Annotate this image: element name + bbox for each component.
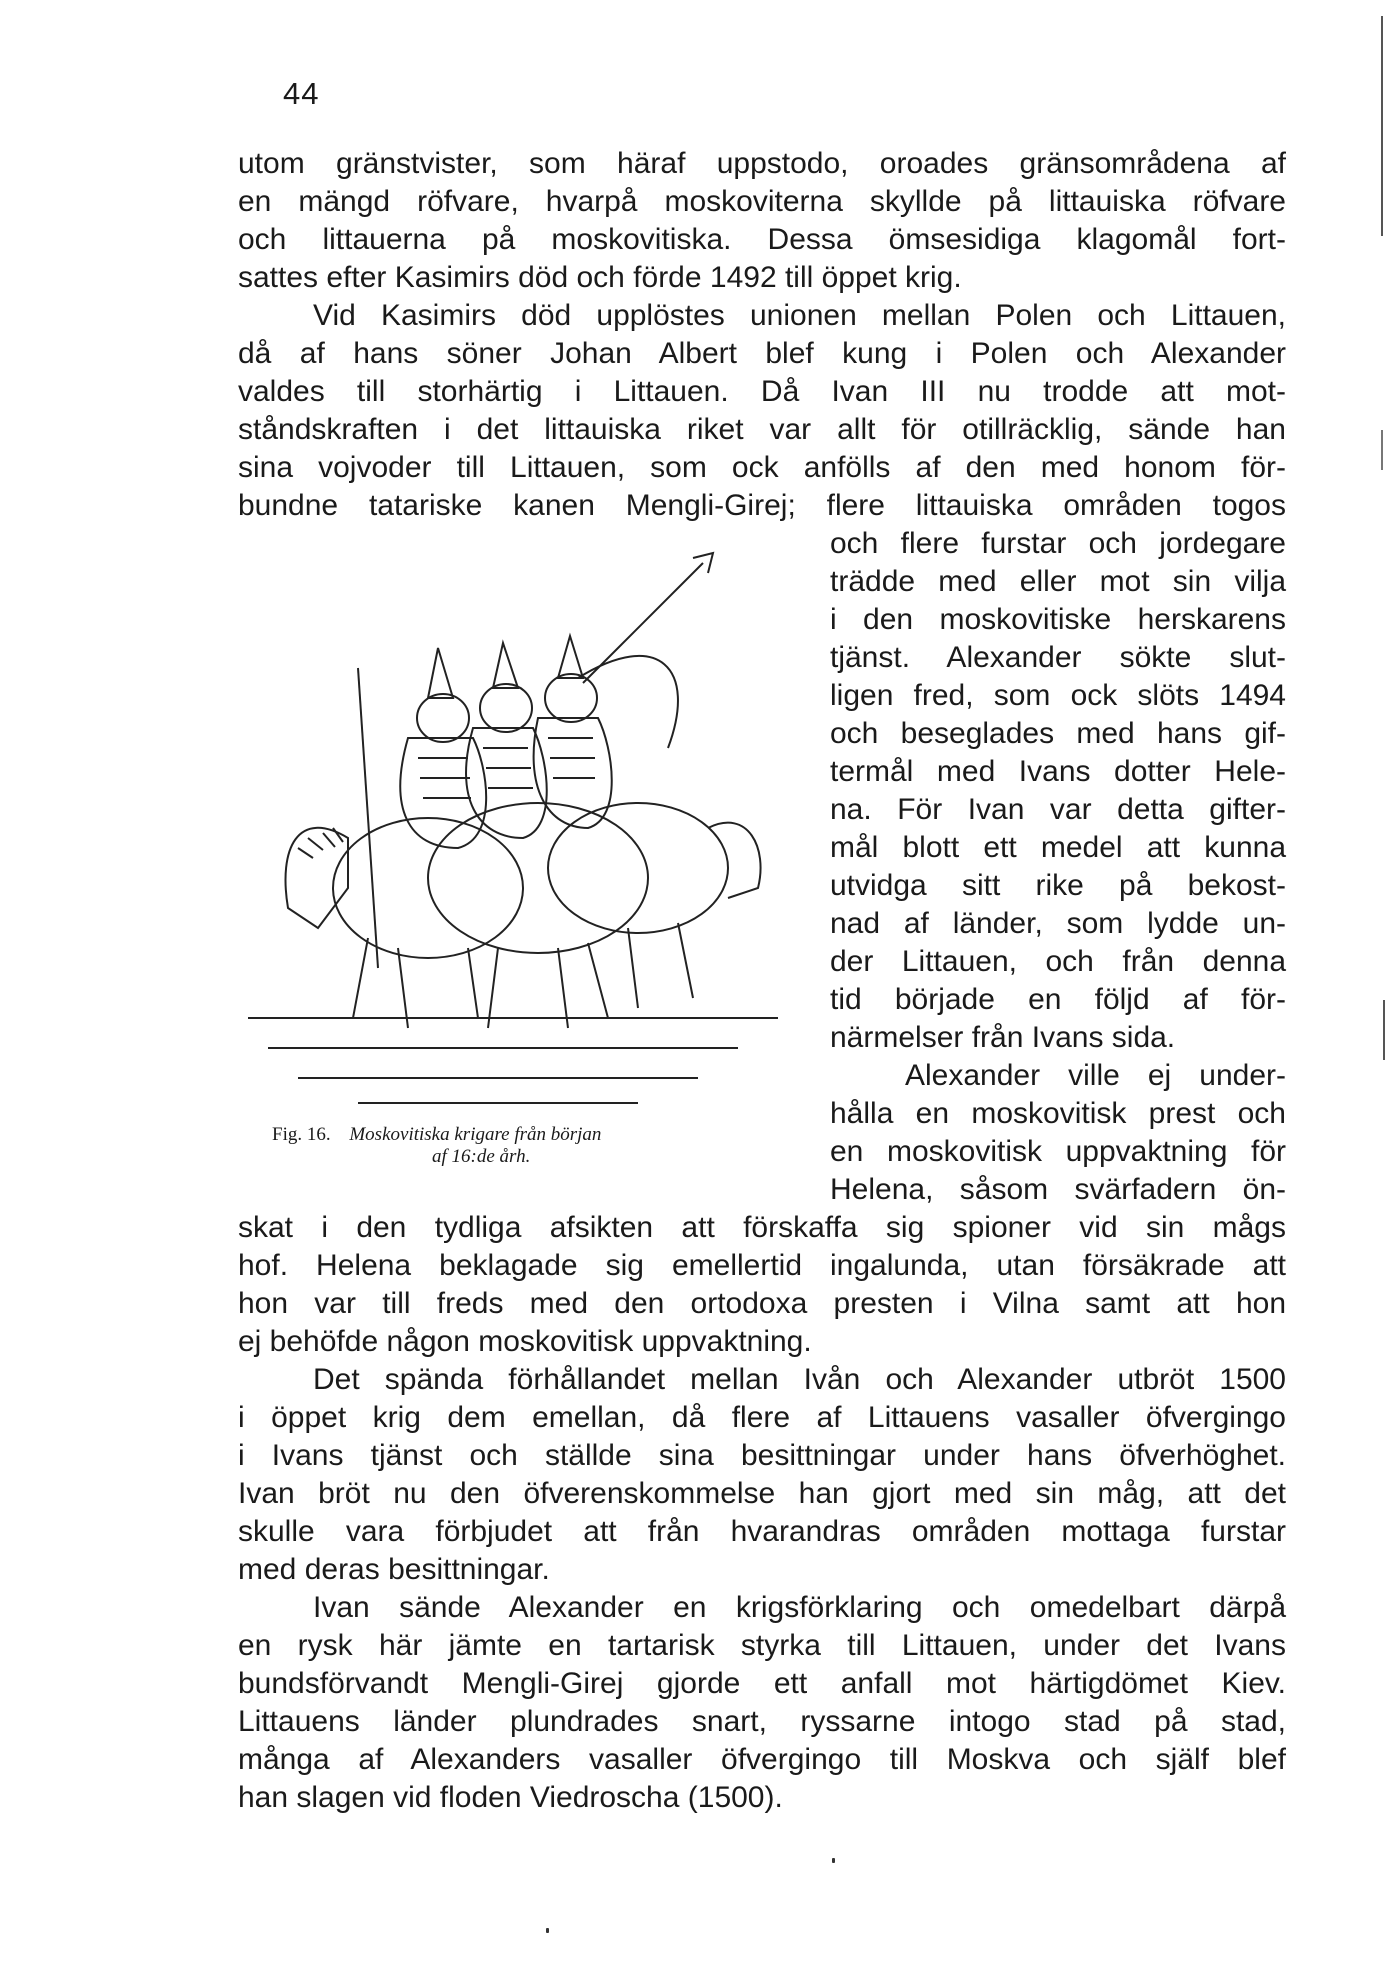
text-line: Ivan sände Alexander en krigsförklaring och omedelbart därpå	[313, 1591, 1286, 1624]
text-line: ligen fred, som ock slöts 1494	[830, 679, 1286, 712]
text-line: Vid Kasimirs död upplöstes unionen mellan Polen och Littauen,	[313, 299, 1286, 332]
text-line: Det spända förhållandet mellan Ivån och Alexander utbröt 1500	[313, 1363, 1286, 1396]
text-line: många af Alexanders vasaller öfvergingo till Moskva och själf blef	[238, 1743, 1286, 1776]
text-line: bundsförvandt Mengli-Girej gjorde ett anfall mot härtigdömet Kiev.	[238, 1667, 1286, 1700]
page-number: 44	[283, 76, 320, 111]
text-line: Littauens länder plundrades snart, ryssarne intogo stad på stad,	[238, 1705, 1286, 1738]
text-line: tjänst. Alexander sökte slut-	[830, 641, 1286, 674]
text-line: och beseglades med hans gif-	[830, 717, 1286, 750]
text-line: utom gränstvister, som häraf uppstodo, oroades gränsområdena af	[238, 147, 1286, 180]
text-line: valdes till storhärtig i Littauen. Då Ivan III nu trodde att mot-	[238, 375, 1286, 408]
text-line: då af hans söner Johan Albert blef kung i Polen och Alexander	[238, 337, 1286, 370]
print-speck	[546, 1928, 549, 1933]
text-line: en mängd röfvare, hvarpå moskoviterna skyllde på littauiska röfvare	[238, 185, 1286, 218]
text-line: i den moskovitiske herskarens	[830, 603, 1286, 636]
print-speck	[832, 1858, 835, 1863]
text-line: trädde med eller mot sin vilja	[830, 565, 1286, 598]
text-line: i öppet krig dem emellan, då flere af Littauens vasaller öfvergingo	[238, 1401, 1286, 1434]
text-line: i Ivans tjänst och ställde sina besittningar under hans öfverhöghet.	[238, 1439, 1286, 1472]
text-line: närmelser från Ivans sida.	[830, 1021, 1176, 1054]
text-line: med deras besittningar.	[238, 1553, 550, 1586]
text-line: tid började en följd af för-	[830, 983, 1286, 1016]
text-line: ej behöfde någon moskovitisk uppvaktning.	[238, 1325, 812, 1358]
right-margin-rule	[1381, 16, 1383, 236]
text-line: och littauerna på moskovitiska. Dessa ömsesidiga klagomål fort-	[238, 223, 1286, 256]
warriors-illustration	[238, 548, 798, 1118]
text-line: na. För Ivan var detta gifter-	[830, 793, 1286, 826]
text-line: Ivan bröt nu den öfverenskommelse han gjort med sin måg, att det	[238, 1477, 1286, 1510]
figure-caption	[272, 1124, 792, 1168]
text-line: hof. Helena beklagade sig emellertid ingalunda, utan försäkrade att	[238, 1249, 1286, 1282]
text-line: en rysk här jämte en tartarisk styrka till Littauen, under det Ivans	[238, 1629, 1286, 1662]
text-line: termål med Ivans dotter Hele-	[830, 755, 1286, 788]
text-line: utvidga sitt rike på bekost-	[830, 869, 1286, 902]
text-line: nad af länder, som lydde un-	[830, 907, 1286, 940]
text-line: Helena, såsom svärfadern ön-	[830, 1173, 1286, 1206]
text-line: sattes efter Kasimirs död och förde 1492 till öppet krig.	[238, 261, 962, 294]
text-line: skulle vara förbjudet att från hvarandras områden mottaga furstar	[238, 1515, 1286, 1548]
right-margin-rule	[1383, 1000, 1385, 1060]
text-line: han slagen vid floden Viedroscha (1500).	[238, 1781, 783, 1814]
text-line: der Littauen, och från denna	[830, 945, 1286, 978]
text-line: mål blott ett medel att kunna	[830, 831, 1286, 864]
text-line: bundne tatariske kanen Mengli-Girej; flere littauiska områden togos	[238, 489, 1286, 522]
figure-caption-line2: af 16:de årh.	[432, 1146, 531, 1167]
text-line: hon var till freds med den ortodoxa presten i Vilna samt att hon	[238, 1287, 1286, 1320]
figure-caption-line1: Moskovitiska krigare från början	[349, 1124, 602, 1145]
figure-label: Fig. 16.	[272, 1124, 331, 1145]
text-line: en moskovitisk uppvaktning för	[830, 1135, 1286, 1168]
right-margin-rule	[1381, 430, 1383, 470]
text-line: sina vojvoder till Littauen, som ock anfölls af den med honom för-	[238, 451, 1286, 484]
text-line: hålla en moskovitisk prest och	[830, 1097, 1286, 1130]
text-line: och flere furstar och jordegare	[830, 527, 1286, 560]
text-line: skat i den tydliga afsikten att förskaffa sig spioner vid sin mågs	[238, 1211, 1286, 1244]
text-line: ståndskraften i det littauiska riket var allt för otillräcklig, sände han	[238, 413, 1286, 446]
text-line: Alexander ville ej under-	[905, 1059, 1286, 1092]
